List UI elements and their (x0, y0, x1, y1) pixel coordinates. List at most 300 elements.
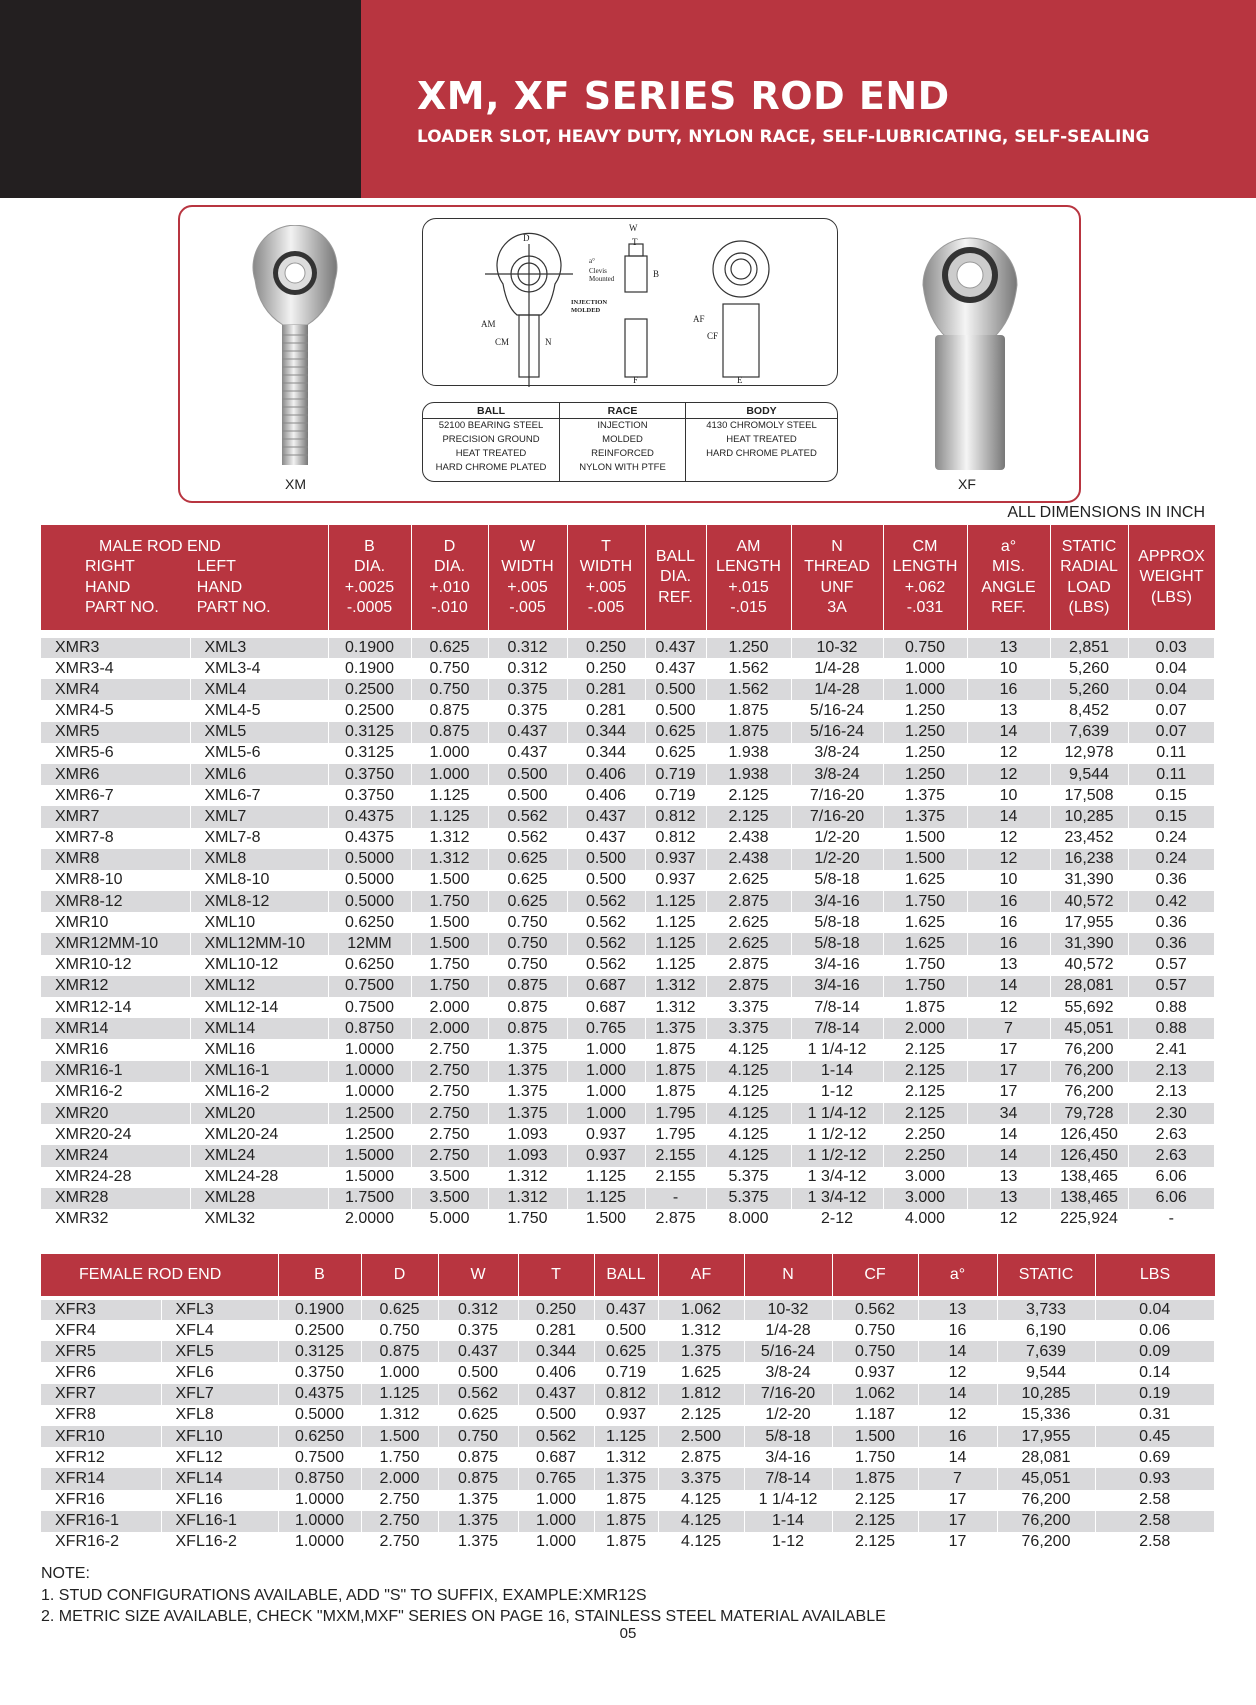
table-cell: 0.437 (518, 1384, 594, 1405)
table-cell: XML16-1 (190, 1061, 328, 1082)
table-cell: 0.57 (1128, 955, 1215, 976)
table-cell: 0.562 (488, 828, 567, 849)
table-cell: 1.750 (411, 955, 488, 976)
table-row (41, 1103, 1215, 1124)
table-cell: 0.750 (361, 1320, 438, 1341)
table-row (41, 1511, 1215, 1532)
table-row (41, 1167, 1215, 1188)
table-cell: 5/8-18 (744, 1426, 832, 1447)
note-item: 2. METRIC SIZE AVAILABLE, CHECK "MXM,MXF" SERIES ON PAGE 16, STAINLESS STEEL MATERIAL AVAILABLE (41, 1608, 886, 1625)
table-cell: 0.07 (1128, 722, 1215, 743)
table-cell: XML7 (190, 806, 328, 827)
table-cell: 0.250 (518, 1298, 594, 1320)
table-cell: 17 (967, 1082, 1050, 1103)
table-cell: 0.437 (594, 1298, 658, 1320)
table-cell: 0.562 (567, 912, 645, 933)
table-cell: XFR16-1 (41, 1511, 161, 1532)
diagram-label-cf: CF (707, 331, 719, 341)
table-cell: 2.63 (1128, 1124, 1215, 1145)
table-cell: 79,728 (1050, 1103, 1128, 1124)
table-cell: 1.750 (361, 1447, 438, 1468)
table-cell: 6.06 (1128, 1188, 1215, 1209)
table-cell: 1 1/4-12 (791, 1103, 883, 1124)
table-cell: 1.000 (518, 1532, 594, 1553)
table-cell: 0.281 (567, 679, 645, 700)
table-cell: - (1128, 1209, 1215, 1230)
table-cell: 13 (967, 1188, 1050, 1209)
table-cell: 1.2500 (328, 1124, 411, 1145)
table-cell: 14 (967, 722, 1050, 743)
table-cell: 3.000 (883, 1188, 967, 1209)
table-cell: XMR32 (41, 1209, 190, 1230)
male-group-header: MALE ROD END (99, 537, 221, 555)
table-cell: XML6 (190, 764, 328, 785)
table-cell: 0.31 (1095, 1405, 1215, 1426)
table-cell: 1.500 (883, 828, 967, 849)
table-cell: 1.562 (706, 658, 791, 679)
table-cell: 5/8-18 (791, 912, 883, 933)
table-cell: 126,450 (1050, 1145, 1128, 1166)
table-cell: 2.125 (883, 1082, 967, 1103)
material-line: HARD CHROME PLATED (706, 448, 817, 459)
table-cell: XML16 (190, 1039, 328, 1060)
table-cell: 5,260 (1050, 658, 1128, 679)
page-title: XM, XF SERIES ROD END (417, 74, 950, 118)
table-cell: 1.875 (594, 1532, 658, 1553)
table-cell: 2.875 (706, 976, 791, 997)
table-cell: 0.765 (567, 1018, 645, 1039)
table-cell: 28,081 (997, 1447, 1095, 1468)
material-line: MOLDED (602, 434, 643, 445)
table-cell: 0.24 (1128, 828, 1215, 849)
table-cell: 1.312 (645, 976, 706, 997)
table-cell: 0.36 (1128, 933, 1215, 954)
table-cell: XML14 (190, 1018, 328, 1039)
table-cell: 0.406 (518, 1362, 594, 1383)
table-cell: 10 (967, 785, 1050, 806)
table-cell: XMR14 (41, 1018, 190, 1039)
diagram-label-n: N (545, 337, 552, 347)
table-cell: 2.750 (361, 1511, 438, 1532)
table-cell: 0.562 (438, 1384, 518, 1405)
table-cell: 0.5000 (328, 870, 411, 891)
table-cell: 7 (918, 1468, 997, 1489)
table-cell: 0.937 (645, 849, 706, 870)
column-header: AM LENGTH +.015 -.015 (706, 525, 791, 634)
material-line: 4130 CHROMOLY STEEL (706, 420, 817, 431)
table-cell: 14 (918, 1384, 997, 1405)
table-cell: 0.765 (518, 1468, 594, 1489)
table-cell: 1.375 (488, 1061, 567, 1082)
table-cell: XFR12 (41, 1447, 161, 1468)
table-cell: 2.125 (883, 1061, 967, 1082)
table-cell: 1.062 (832, 1384, 918, 1405)
table-cell: 1-12 (744, 1532, 832, 1553)
table-cell: 0.344 (567, 722, 645, 743)
table-cell: 1.125 (567, 1188, 645, 1209)
table-cell: 14 (918, 1341, 997, 1362)
table-cell: 0.625 (594, 1341, 658, 1362)
table-cell: 1.2500 (328, 1103, 411, 1124)
table-row (41, 1405, 1215, 1426)
material-line: REINFORCED (591, 448, 654, 459)
female-rod-end-image (905, 220, 1035, 475)
table-cell: XMR8 (41, 849, 190, 870)
table-cell: 2.125 (832, 1511, 918, 1532)
table-cell: 2.500 (658, 1426, 744, 1447)
table-cell: XMR3 (41, 634, 190, 658)
table-cell: 1.795 (645, 1103, 706, 1124)
table-cell: XFL7 (161, 1384, 278, 1405)
table-cell: 12MM (328, 933, 411, 954)
table-cell: 0.88 (1128, 997, 1215, 1018)
table-cell: 2.125 (883, 1103, 967, 1124)
table-cell: XML8 (190, 849, 328, 870)
table-cell: 2.58 (1095, 1532, 1215, 1553)
table-row (41, 1124, 1215, 1145)
table-cell: 1.312 (361, 1405, 438, 1426)
table-cell: XML4-5 (190, 700, 328, 721)
table-cell: 1.000 (883, 679, 967, 700)
table-cell: 12 (918, 1405, 997, 1426)
table-cell: 1.375 (645, 1018, 706, 1039)
table-cell: 12 (967, 849, 1050, 870)
table-cell: 1.312 (488, 1167, 567, 1188)
table-cell: 10-32 (744, 1298, 832, 1320)
table-row (41, 1468, 1215, 1489)
table-cell: XML3 (190, 634, 328, 658)
table-cell: 7/16-20 (791, 785, 883, 806)
table-cell: 1.750 (883, 976, 967, 997)
column-header: STATIC (997, 1254, 1095, 1298)
table-cell: 0.04 (1128, 679, 1215, 700)
table-cell: 12 (967, 997, 1050, 1018)
table-row (41, 1320, 1215, 1341)
diagram-label-f: F (633, 375, 639, 385)
table-cell: XMR12MM-10 (41, 933, 190, 954)
table-cell: 1/4-28 (744, 1320, 832, 1341)
table-row (41, 1362, 1215, 1383)
table-cell: 1.000 (567, 1061, 645, 1082)
table-cell: 0.5000 (328, 849, 411, 870)
table-cell: 0.19 (1095, 1384, 1215, 1405)
page-subtitle: LOADER SLOT, HEAVY DUTY, NYLON RACE, SELF-LUBRICATING, SELF-SEALING (417, 127, 1150, 147)
table-cell: 0.687 (567, 997, 645, 1018)
table-cell: 0.437 (488, 722, 567, 743)
table-cell: 1.312 (411, 828, 488, 849)
table-cell: 126,450 (1050, 1124, 1128, 1145)
table-cell: 1 1/2-12 (791, 1145, 883, 1166)
table-row (41, 1061, 1215, 1082)
table-cell: 0.625 (411, 634, 488, 658)
male-header-part-no (41, 525, 328, 634)
table-row (41, 764, 1215, 785)
diagram-label-b: B (653, 269, 660, 279)
table-cell: 12,978 (1050, 743, 1128, 764)
table-cell: 4.125 (706, 1103, 791, 1124)
note-item: 1. STUD CONFIGURATIONS AVAILABLE, ADD "S" TO SUFFIX, EXAMPLE:XMR12S (41, 1586, 647, 1604)
table-cell: XFR7 (41, 1384, 161, 1405)
table-cell: XMR4-5 (41, 700, 190, 721)
table-cell: 0.1900 (328, 634, 411, 658)
table-cell: 0.625 (488, 891, 567, 912)
table-cell: 0.6250 (328, 912, 411, 933)
table-cell: 34 (967, 1103, 1050, 1124)
table-cell: 1.000 (567, 1103, 645, 1124)
table-cell: 0.375 (438, 1320, 518, 1341)
column-header: STATIC RADIAL LOAD (LBS) (1050, 525, 1128, 634)
table-cell: 31,390 (1050, 870, 1128, 891)
table-cell: 2.125 (706, 806, 791, 827)
table-cell: 0.45 (1095, 1426, 1215, 1447)
table-cell: 1.500 (567, 1209, 645, 1230)
male-label: XM (285, 476, 306, 492)
table-cell: 1/2-20 (791, 849, 883, 870)
table-cell: 1.875 (645, 1082, 706, 1103)
table-cell: 2.0000 (328, 1209, 411, 1230)
table-cell: 0.500 (645, 679, 706, 700)
table-cell: XML5 (190, 722, 328, 743)
diagram-label-t: T (632, 237, 638, 247)
table-cell: 3.500 (411, 1167, 488, 1188)
table-cell: 0.88 (1128, 1018, 1215, 1039)
table-cell: 0.3750 (328, 764, 411, 785)
table-cell: 10 (967, 658, 1050, 679)
table-cell: 1.0000 (278, 1490, 361, 1511)
table-cell: 2.13 (1128, 1082, 1215, 1103)
material-heading: RACE (560, 403, 685, 419)
table-cell: 1.250 (883, 743, 967, 764)
material-line: HARD CHROME PLATED (435, 462, 547, 473)
table-cell: 16 (918, 1320, 997, 1341)
material-race (560, 403, 686, 481)
table-cell: 0.2500 (328, 700, 411, 721)
table-cell: 16 (967, 679, 1050, 700)
table-cell: XML12MM-10 (190, 933, 328, 954)
table-cell: 15,336 (997, 1405, 1095, 1426)
table-cell: 1.375 (883, 785, 967, 806)
table-cell: XFL16-1 (161, 1511, 278, 1532)
table-cell: 0.312 (488, 634, 567, 658)
table-cell: 0.750 (438, 1426, 518, 1447)
column-header: a° MIS. ANGLE REF. (967, 525, 1050, 634)
table-cell: 5/16-24 (791, 722, 883, 743)
table-row (41, 785, 1215, 806)
table-cell: 17 (967, 1061, 1050, 1082)
table-cell: 1.375 (438, 1511, 518, 1532)
table-cell: 12 (967, 764, 1050, 785)
table-cell: XMR20 (41, 1103, 190, 1124)
table-cell: 13 (967, 700, 1050, 721)
table-cell: 3/8-24 (791, 764, 883, 785)
table-cell: 8.000 (706, 1209, 791, 1230)
table-row (41, 1426, 1215, 1447)
header-dark-block (0, 0, 361, 198)
table-cell: 138,465 (1050, 1167, 1128, 1188)
material-line: INJECTION (597, 420, 648, 431)
table-row (41, 891, 1215, 912)
table-cell: 17 (918, 1490, 997, 1511)
male-rod-end-table (41, 525, 1215, 1230)
table-cell: 1.250 (883, 700, 967, 721)
table-cell: 0.3750 (278, 1362, 361, 1383)
units-note: ALL DIMENSIONS IN INCH (1007, 504, 1205, 521)
table-cell: XML10-12 (190, 955, 328, 976)
table-cell: 0.281 (567, 700, 645, 721)
table-cell: XML32 (190, 1209, 328, 1230)
table-cell: 0.04 (1095, 1298, 1215, 1320)
table-cell: 0.437 (438, 1341, 518, 1362)
table-cell: 2.58 (1095, 1490, 1215, 1511)
table-cell: 2.125 (658, 1405, 744, 1426)
table-cell: 1.375 (658, 1341, 744, 1362)
table-cell: 1.000 (518, 1511, 594, 1532)
column-header: CM LENGTH +.062 -.031 (883, 525, 967, 634)
table-cell: 0.04 (1128, 658, 1215, 679)
table-cell: 2.750 (411, 1082, 488, 1103)
table-row (41, 658, 1215, 679)
table-cell: 7/8-14 (791, 1018, 883, 1039)
table-cell: 0.719 (645, 785, 706, 806)
page-number: 05 (619, 1625, 637, 1642)
table-cell: 28,081 (1050, 976, 1128, 997)
table-cell: 8,452 (1050, 700, 1128, 721)
table-cell: 2.58 (1095, 1511, 1215, 1532)
table-cell: 1.312 (645, 997, 706, 1018)
table-cell: 0.437 (488, 743, 567, 764)
table-cell: 4.125 (658, 1490, 744, 1511)
table-cell: XMR5 (41, 722, 190, 743)
table-cell: 2.250 (883, 1145, 967, 1166)
table-cell: 1.812 (658, 1384, 744, 1405)
table-cell: 0.69 (1095, 1447, 1215, 1468)
column-header: B (278, 1254, 361, 1298)
table-cell: 1.875 (706, 722, 791, 743)
table-cell: 14 (967, 1145, 1050, 1166)
table-row (41, 679, 1215, 700)
table-cell: 138,465 (1050, 1188, 1128, 1209)
table-cell: 3.375 (706, 997, 791, 1018)
table-row (41, 806, 1215, 827)
column-header: D (361, 1254, 438, 1298)
table-cell: 1.250 (706, 634, 791, 658)
table-cell: 2.000 (883, 1018, 967, 1039)
table-cell: 1 1/4-12 (744, 1490, 832, 1511)
table-cell: 0.4375 (328, 806, 411, 827)
table-cell: 0.250 (567, 658, 645, 679)
table-cell: 1.875 (594, 1490, 658, 1511)
table-cell: XFL10 (161, 1426, 278, 1447)
table-cell: 0.8750 (328, 1018, 411, 1039)
table-cell: 5/8-18 (791, 933, 883, 954)
table-cell: 76,200 (1050, 1082, 1128, 1103)
table-cell: 0.1900 (278, 1298, 361, 1320)
table-cell: 0.11 (1128, 743, 1215, 764)
column-header: W (438, 1254, 518, 1298)
table-cell: 2.625 (706, 912, 791, 933)
table-cell: XFL4 (161, 1320, 278, 1341)
table-cell: 0.750 (411, 679, 488, 700)
table-row (41, 1341, 1215, 1362)
table-cell: 1.7500 (328, 1188, 411, 1209)
table-cell: 0.11 (1128, 764, 1215, 785)
table-cell: 7/16-20 (744, 1384, 832, 1405)
table-cell: 10-32 (791, 634, 883, 658)
table-cell: 17 (967, 1039, 1050, 1060)
table-cell: XMR8-10 (41, 870, 190, 891)
table-cell: 1.187 (832, 1405, 918, 1426)
table-cell: 1.500 (832, 1426, 918, 1447)
table-cell: 3/4-16 (744, 1447, 832, 1468)
table-cell: 0.312 (488, 658, 567, 679)
table-cell: 3,733 (997, 1298, 1095, 1320)
table-cell: 76,200 (997, 1532, 1095, 1553)
table-cell: 1.093 (488, 1124, 567, 1145)
table-cell: 0.24 (1128, 849, 1215, 870)
table-cell: 0.500 (438, 1362, 518, 1383)
table-cell: 0.562 (567, 955, 645, 976)
table-cell: 2-12 (791, 1209, 883, 1230)
table-cell: 1 3/4-12 (791, 1167, 883, 1188)
table-cell: XMR6-7 (41, 785, 190, 806)
table-cell: 17 (918, 1511, 997, 1532)
table-cell: 1.375 (438, 1490, 518, 1511)
table-cell: 2.625 (706, 933, 791, 954)
table-cell: 0.7500 (278, 1447, 361, 1468)
column-header: W WIDTH +.005 -.005 (488, 525, 567, 634)
table-cell: 0.625 (645, 722, 706, 743)
column-header: T WIDTH +.005 -.005 (567, 525, 645, 634)
table-cell: 0.250 (567, 634, 645, 658)
table-cell: 1.750 (411, 891, 488, 912)
material-body (686, 403, 837, 481)
material-line: HEAT TREATED (455, 448, 527, 459)
table-cell: 13 (967, 955, 1050, 976)
table-cell: 1.250 (883, 764, 967, 785)
table-cell: 1 3/4-12 (791, 1188, 883, 1209)
column-header: N THREAD UNF 3A (791, 525, 883, 634)
table-cell: 3/8-24 (791, 743, 883, 764)
table-cell: XMR24 (41, 1145, 190, 1166)
table-cell: 1/4-28 (791, 679, 883, 700)
table-cell: 1.562 (706, 679, 791, 700)
table-cell: 76,200 (1050, 1039, 1128, 1060)
male-rod-end-image (235, 225, 355, 475)
table-row (41, 1490, 1215, 1511)
table-cell: 1.0000 (328, 1061, 411, 1082)
table-cell: 7,639 (997, 1341, 1095, 1362)
table-cell: 14 (967, 976, 1050, 997)
table-cell: 1.875 (706, 700, 791, 721)
table-cell: 1.795 (645, 1124, 706, 1145)
table-cell: 1.312 (488, 1188, 567, 1209)
table-cell: 0.3750 (328, 785, 411, 806)
table-cell: 1.000 (411, 743, 488, 764)
table-cell: 0.875 (411, 700, 488, 721)
table-cell: XMR10-12 (41, 955, 190, 976)
table-cell: XMR8-12 (41, 891, 190, 912)
notes (41, 1563, 886, 1628)
table-row (41, 743, 1215, 764)
table-cell: 2.30 (1128, 1103, 1215, 1124)
table-cell: 2.125 (706, 785, 791, 806)
table-cell: XMR7 (41, 806, 190, 827)
table-cell: 1.875 (645, 1039, 706, 1060)
table-cell: 1.125 (411, 806, 488, 827)
table-cell: 1.5000 (328, 1167, 411, 1188)
table-cell: XMR6 (41, 764, 190, 785)
table-cell: 0.36 (1128, 912, 1215, 933)
